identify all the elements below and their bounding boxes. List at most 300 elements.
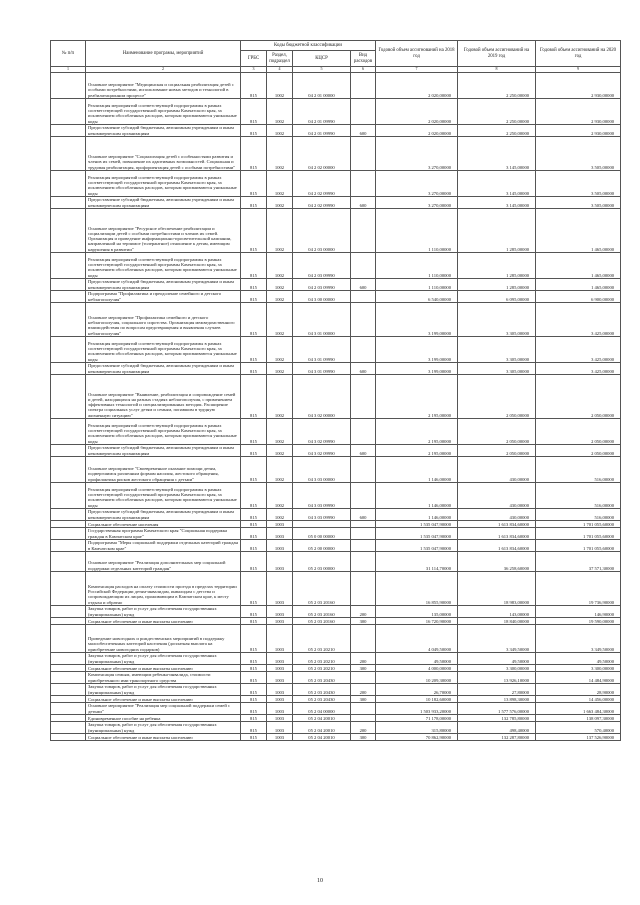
cell-razdel: 1002 bbox=[267, 137, 293, 171]
cell-number bbox=[51, 618, 86, 625]
cell-vid bbox=[351, 572, 376, 606]
cell-2019: 2 250,00000 bbox=[458, 73, 536, 99]
cell-grbs: 815 bbox=[241, 625, 267, 653]
cell-2019: 430,00000 bbox=[458, 509, 536, 521]
cell-vid: 200 bbox=[351, 653, 376, 665]
cell-2019: 1 613 834,60000 bbox=[458, 521, 536, 528]
cell-ksr: 05 2 03 20430 bbox=[293, 684, 351, 696]
table-row bbox=[51, 521, 621, 528]
cell-2018: 1 503 933,20000 bbox=[376, 703, 458, 715]
table-row bbox=[51, 528, 621, 540]
cell-grbs: 815 bbox=[241, 521, 267, 528]
column-number: 1 bbox=[51, 67, 86, 73]
cell-number bbox=[51, 625, 86, 653]
cell-grbs: 815 bbox=[241, 715, 267, 722]
cell-name: Основное мероприятие "Реализация дополнительных мер социальной поддержки отдельных категорий граждан" bbox=[86, 552, 241, 572]
cell-grbs: 815 bbox=[241, 375, 267, 419]
cell-number bbox=[51, 291, 86, 303]
cell-2019: 2 250,00000 bbox=[458, 125, 536, 137]
col-vid-header: Вид расходов bbox=[351, 51, 376, 67]
cell-vid bbox=[351, 540, 376, 552]
cell-2020: 516,00000 bbox=[536, 483, 621, 509]
cell-ksr: 04 2 02 09990 bbox=[293, 197, 351, 209]
cell-grbs: 815 bbox=[241, 171, 267, 197]
cell-razdel: 1002 bbox=[267, 445, 293, 457]
cell-ksr: 04 3 00 00000 bbox=[293, 291, 351, 303]
column-number: 9 bbox=[536, 67, 621, 73]
cell-2020: 1 701 055,60000 bbox=[536, 540, 621, 552]
cell-name: Реализация мероприятий соответствующей подпрограммы в рамках соответствующей государственной программы Камчатского края, за исключением обособленных расходов, которым присваиваются уникальные коды bbox=[86, 419, 241, 445]
cell-2018: 3 270,00000 bbox=[376, 197, 458, 209]
cell-name: Реализация мероприятий соответствующей подпрограммы в рамках соответствующей государственной программы Камчатского края, за исключением обособленных расходов, которым присваиваются уникальные коды bbox=[86, 483, 241, 509]
cell-2019: 430,00000 bbox=[458, 457, 536, 483]
cell-2019: 3 305,00000 bbox=[458, 303, 536, 337]
cell-name: Единовременное пособие на ребенка bbox=[86, 715, 241, 722]
cell-2019: 3 145,00000 bbox=[458, 137, 536, 171]
cell-number bbox=[51, 521, 86, 528]
cell-vid: 600 bbox=[351, 197, 376, 209]
cell-number bbox=[51, 171, 86, 197]
cell-razdel: 1003 bbox=[267, 552, 293, 572]
cell-2020: 2 930,00000 bbox=[536, 73, 621, 99]
table-row bbox=[51, 653, 621, 665]
cell-2020: 49,50000 bbox=[536, 653, 621, 665]
cell-razdel: 1002 bbox=[267, 375, 293, 419]
cell-ksr: 05 2 03 20160 bbox=[293, 606, 351, 618]
table-row bbox=[51, 509, 621, 521]
cell-2020: 2 050,00000 bbox=[536, 375, 621, 419]
cell-number bbox=[51, 734, 86, 741]
cell-2020: 3 425,00000 bbox=[536, 337, 621, 363]
budget-table bbox=[50, 40, 621, 741]
cell-number bbox=[51, 572, 86, 606]
table-row bbox=[51, 618, 621, 625]
cell-number bbox=[51, 528, 86, 540]
cell-name: Основное мероприятие "Медицинская и социальная реабилитация детей с особыми потребностями, использование новых методов и технологий в реабилитационном процессе" bbox=[86, 73, 241, 99]
cell-vid bbox=[351, 291, 376, 303]
cell-name: Проведение новогодних и рождественских мероприятий в поддержку малообеспеченных категорий населения (доплатная выплата на приобретение новогодних подарков) bbox=[86, 625, 241, 653]
cell-2019: 3 300,00000 bbox=[458, 665, 536, 672]
cell-2020: 2 050,00000 bbox=[536, 419, 621, 445]
table-row bbox=[51, 457, 621, 483]
cell-grbs: 815 bbox=[241, 99, 267, 125]
cell-ksr: 04 3 02 00000 bbox=[293, 375, 351, 419]
cell-vid bbox=[351, 715, 376, 722]
cell-vid bbox=[351, 99, 376, 125]
cell-name: Закупка товаров, работ и услуг для обеспечения государственных (муниципальных) нужд bbox=[86, 684, 241, 696]
cell-ksr: 04 3 01 00000 bbox=[293, 303, 351, 337]
cell-2018: 1 110,00000 bbox=[376, 209, 458, 253]
cell-vid bbox=[351, 337, 376, 363]
cell-grbs: 815 bbox=[241, 483, 267, 509]
cell-grbs: 815 bbox=[241, 125, 267, 137]
cell-2019: 18 983,00000 bbox=[458, 572, 536, 606]
cell-vid: 600 bbox=[351, 125, 376, 137]
cell-2019: 18 840,00000 bbox=[458, 618, 536, 625]
cell-grbs: 815 bbox=[241, 209, 267, 253]
table-row bbox=[51, 419, 621, 445]
cell-razdel: 1002 bbox=[267, 363, 293, 375]
cell-grbs: 815 bbox=[241, 696, 267, 703]
cell-ksr: 04 3 01 09990 bbox=[293, 363, 351, 375]
cell-number bbox=[51, 375, 86, 419]
cell-razdel: 1002 bbox=[267, 125, 293, 137]
table-row bbox=[51, 363, 621, 375]
cell-ksr: 05 2 03 20210 bbox=[293, 625, 351, 653]
col-ksr-header: КЦСР bbox=[293, 51, 351, 67]
cell-ksr: 04 3 03 00000 bbox=[293, 457, 351, 483]
cell-2018: 2 195,00000 bbox=[376, 375, 458, 419]
cell-ksr: 05 2 03 20430 bbox=[293, 672, 351, 684]
cell-grbs: 815 bbox=[241, 197, 267, 209]
cell-number bbox=[51, 303, 86, 337]
cell-vid bbox=[351, 483, 376, 509]
cell-name: Компенсация семьям, имеющим ребенка-инвалида, стоимости приобретенного ими транспортного средства bbox=[86, 672, 241, 684]
cell-vid: 200 bbox=[351, 722, 376, 734]
cell-ksr: 04 2 03 09990 bbox=[293, 253, 351, 279]
cell-name: Закупка товаров, работ и услуг для обеспечения государственных (муниципальных) нужд bbox=[86, 653, 241, 665]
cell-2018: 10 182,60000 bbox=[376, 696, 458, 703]
cell-ksr: 04 3 02 09990 bbox=[293, 419, 351, 445]
cell-number bbox=[51, 684, 86, 696]
cell-grbs: 815 bbox=[241, 618, 267, 625]
cell-vid bbox=[351, 375, 376, 419]
cell-number bbox=[51, 137, 86, 171]
cell-2018: 2 195,00000 bbox=[376, 419, 458, 445]
cell-2018: 1 110,00000 bbox=[376, 253, 458, 279]
cell-2020: 6 900,00000 bbox=[536, 291, 621, 303]
table-row bbox=[51, 125, 621, 137]
cell-2020: 19 590,00000 bbox=[536, 618, 621, 625]
cell-grbs: 815 bbox=[241, 734, 267, 741]
cell-2020: 1 465,00000 bbox=[536, 279, 621, 291]
cell-vid: 300 bbox=[351, 665, 376, 672]
cell-ksr: 04 3 03 09990 bbox=[293, 483, 351, 509]
cell-razdel: 1002 bbox=[267, 209, 293, 253]
cell-name: Основное мероприятие "Реализация мер социальной поддержки семей с детьми" bbox=[86, 703, 241, 715]
cell-2020: 3 505,00000 bbox=[536, 171, 621, 197]
cell-2019: 143,00000 bbox=[458, 606, 536, 618]
cell-vid bbox=[351, 171, 376, 197]
cell-ksr: 04 2 02 00000 bbox=[293, 137, 351, 171]
column-number: 8 bbox=[458, 67, 536, 73]
table-row bbox=[51, 291, 621, 303]
cell-razdel: 1002 bbox=[267, 171, 293, 197]
table-row bbox=[51, 171, 621, 197]
table-row bbox=[51, 73, 621, 99]
cell-number bbox=[51, 722, 86, 734]
table-row bbox=[51, 715, 621, 722]
cell-number bbox=[51, 552, 86, 572]
cell-2020: 570,40000 bbox=[536, 722, 621, 734]
cell-vid bbox=[351, 209, 376, 253]
cell-name: Социальное обеспечение и иные выплаты населению bbox=[86, 665, 241, 672]
cell-grbs: 815 bbox=[241, 672, 267, 684]
cell-razdel: 1003 bbox=[267, 703, 293, 715]
cell-razdel: 1003 bbox=[267, 618, 293, 625]
cell-2019: 3 305,00000 bbox=[458, 337, 536, 363]
cell-grbs: 815 bbox=[241, 73, 267, 99]
cell-razdel: 1002 bbox=[267, 457, 293, 483]
table-row bbox=[51, 137, 621, 171]
cell-2018: 16 855,90000 bbox=[376, 572, 458, 606]
cell-razdel: 1002 bbox=[267, 483, 293, 509]
cell-razdel: 1003 bbox=[267, 606, 293, 618]
cell-2019: 132 785,80000 bbox=[458, 715, 536, 722]
cell-2020: 3 425,00000 bbox=[536, 303, 621, 337]
cell-number bbox=[51, 540, 86, 552]
column-number: 5 bbox=[293, 67, 351, 73]
column-number: 4 bbox=[267, 67, 293, 73]
cell-name: Предоставление субсидий бюджетным, автономным учреждениям и иным некоммерческим организациям bbox=[86, 363, 241, 375]
cell-ksr: 05 0 00 00000 bbox=[293, 528, 351, 540]
cell-vid bbox=[351, 703, 376, 715]
cell-number bbox=[51, 606, 86, 618]
cell-number bbox=[51, 363, 86, 375]
cell-2018: 3 270,00000 bbox=[376, 137, 458, 171]
cell-2018: 1 535 047,90000 bbox=[376, 521, 458, 528]
cell-grbs: 815 bbox=[241, 457, 267, 483]
cell-name: Предоставление субсидий бюджетным, автономным учреждениям и иным некоммерческим организациям bbox=[86, 197, 241, 209]
cell-2019: 3 305,00000 bbox=[458, 363, 536, 375]
cell-grbs: 815 bbox=[241, 684, 267, 696]
cell-name: Компенсация расходов на оплату стоимости проезда в пределах территории Российской Федерации детям-инвалидам, инвалидам с детства и сопровождающим их лицам, проживающим в Камчатском крае, к месту отдыха и обратно bbox=[86, 572, 241, 606]
cell-2018: 1 146,00000 bbox=[376, 509, 458, 521]
cell-razdel: 1002 bbox=[267, 253, 293, 279]
cell-razdel: 1002 bbox=[267, 73, 293, 99]
table-row bbox=[51, 572, 621, 606]
cell-razdel: 1003 bbox=[267, 696, 293, 703]
cell-name: Реализация мероприятий соответствующей подпрограммы в рамках соответствующей государственной программы Камчатского края, за исключением обособленных расходов, которым присваиваются уникальные коды bbox=[86, 337, 241, 363]
cell-2018: 1 146,00000 bbox=[376, 483, 458, 509]
cell-vid: 600 bbox=[351, 279, 376, 291]
cell-vid: 600 bbox=[351, 509, 376, 521]
cell-ksr: 05 2 03 20430 bbox=[293, 696, 351, 703]
cell-ksr: 04 2 01 09990 bbox=[293, 125, 351, 137]
cell-grbs: 815 bbox=[241, 419, 267, 445]
cell-vid bbox=[351, 552, 376, 572]
cell-2018: 3 199,00000 bbox=[376, 337, 458, 363]
cell-ksr bbox=[293, 521, 351, 528]
cell-vid bbox=[351, 303, 376, 337]
cell-ksr: 04 2 02 09990 bbox=[293, 171, 351, 197]
cell-2018: 3 199,00000 bbox=[376, 363, 458, 375]
cell-2018: 3 199,00000 bbox=[376, 303, 458, 337]
cell-ksr: 04 3 02 09990 bbox=[293, 445, 351, 457]
cell-name: Подпрограмма "Профилактика и преодоление семейного и детского неблагополучия" bbox=[86, 291, 241, 303]
cell-2019: 49,50000 bbox=[458, 653, 536, 665]
cell-grbs: 815 bbox=[241, 653, 267, 665]
cell-2019: 1 285,00000 bbox=[458, 253, 536, 279]
cell-2018: 4 049,50000 bbox=[376, 625, 458, 653]
cell-ksr: 05 2 03 00000 bbox=[293, 552, 351, 572]
cell-number bbox=[51, 445, 86, 457]
cell-vid: 600 bbox=[351, 363, 376, 375]
cell-2018: 1 110,00000 bbox=[376, 279, 458, 291]
cell-name: Закупка товаров, работ и услуг для обеспечения государственных (муниципальных) нужд bbox=[86, 722, 241, 734]
cell-vid bbox=[351, 419, 376, 445]
col-codes-header: Коды бюджетной классификации bbox=[241, 41, 376, 51]
column-number: 6 bbox=[351, 67, 376, 73]
cell-2020: 19 736,90000 bbox=[536, 572, 621, 606]
cell-razdel: 1003 bbox=[267, 734, 293, 741]
cell-name: Реализация мероприятий соответствующей подпрограммы в рамках соответствующей государственной программы Камчатского края, за исключением обособленных расходов, которым присваиваются уникальные коды bbox=[86, 99, 241, 125]
cell-vid bbox=[351, 73, 376, 99]
cell-2018: 2 020,00000 bbox=[376, 99, 458, 125]
cell-ksr: 05 2 04 20010 bbox=[293, 715, 351, 722]
cell-vid: 200 bbox=[351, 606, 376, 618]
cell-razdel: 1003 bbox=[267, 672, 293, 684]
cell-2018: 315,80000 bbox=[376, 722, 458, 734]
cell-name: Основное мероприятие "Профилактика семейного и детского неблагополучия, социального сиротства. Организация межведомственного взаимодействия по вопросам предотвращения и выявления случаев неблагополучия" bbox=[86, 303, 241, 337]
budget-document bbox=[50, 40, 620, 741]
cell-grbs: 815 bbox=[241, 703, 267, 715]
cell-2019: 1 285,00000 bbox=[458, 209, 536, 253]
cell-ksr: 05 2 00 00000 bbox=[293, 540, 351, 552]
table-row bbox=[51, 625, 621, 653]
cell-number bbox=[51, 253, 86, 279]
cell-2018: 26,70000 bbox=[376, 684, 458, 696]
cell-ksr: 05 2 04 00000 bbox=[293, 703, 351, 715]
cell-ksr: 04 3 01 09990 bbox=[293, 337, 351, 363]
table-row bbox=[51, 303, 621, 337]
cell-razdel: 1003 bbox=[267, 722, 293, 734]
table-row bbox=[51, 209, 621, 253]
cell-number bbox=[51, 653, 86, 665]
cell-vid: 300 bbox=[351, 696, 376, 703]
cell-vid: 300 bbox=[351, 618, 376, 625]
table-row bbox=[51, 279, 621, 291]
cell-number bbox=[51, 73, 86, 99]
table-row bbox=[51, 375, 621, 419]
cell-2020: 3 300,00000 bbox=[536, 665, 621, 672]
cell-ksr: 05 2 03 20210 bbox=[293, 665, 351, 672]
cell-2020: 2 050,00000 bbox=[536, 445, 621, 457]
table-row bbox=[51, 703, 621, 715]
cell-grbs: 815 bbox=[241, 528, 267, 540]
cell-2020: 3 349,50000 bbox=[536, 625, 621, 653]
cell-2019: 1 577 576,00000 bbox=[458, 703, 536, 715]
table-row bbox=[51, 197, 621, 209]
cell-razdel: 1002 bbox=[267, 337, 293, 363]
cell-razdel: 1002 bbox=[267, 509, 293, 521]
cell-2019: 2 050,00000 bbox=[458, 445, 536, 457]
cell-number bbox=[51, 209, 86, 253]
cell-vid bbox=[351, 253, 376, 279]
cell-2020: 516,00000 bbox=[536, 509, 621, 521]
col-number-header: № п/п bbox=[51, 41, 86, 67]
cell-ksr: 05 2 04 20010 bbox=[293, 734, 351, 741]
cell-ksr: 05 2 03 20210 bbox=[293, 653, 351, 665]
cell-name: Предоставление субсидий бюджетным, автономным учреждениям и иным некоммерческим организациям bbox=[86, 445, 241, 457]
cell-2018: 6 540,00000 bbox=[376, 291, 458, 303]
cell-vid bbox=[351, 672, 376, 684]
cell-2019: 13 926,10000 bbox=[458, 672, 536, 684]
cell-name: Реализация мероприятий соответствующей подпрограммы в рамках соответствующей государственной программы Камчатского края, за исключением обособленных расходов, которым присваиваются уникальные коды bbox=[86, 171, 241, 197]
cell-grbs: 815 bbox=[241, 291, 267, 303]
cell-number bbox=[51, 457, 86, 483]
cell-ksr: 04 2 03 09990 bbox=[293, 279, 351, 291]
cell-grbs: 815 bbox=[241, 665, 267, 672]
cell-2018: 71 178,00000 bbox=[376, 715, 458, 722]
cell-grbs: 815 bbox=[241, 606, 267, 618]
cell-2019: 1 613 834,60000 bbox=[458, 540, 536, 552]
table-row bbox=[51, 99, 621, 125]
cell-razdel: 1002 bbox=[267, 279, 293, 291]
cell-name: Подпрограмма "Меры социальной поддержки отдельных категорий граждан в Камчатском крае" bbox=[86, 540, 241, 552]
cell-2019: 3 145,00000 bbox=[458, 171, 536, 197]
cell-name: Социальное обеспечение и иные выплаты населению bbox=[86, 618, 241, 625]
cell-vid bbox=[351, 528, 376, 540]
cell-number bbox=[51, 337, 86, 363]
cell-2019: 498,40000 bbox=[458, 722, 536, 734]
cell-2020: 14 484,90000 bbox=[536, 672, 621, 684]
cell-2019: 6 095,00000 bbox=[458, 291, 536, 303]
cell-number bbox=[51, 715, 86, 722]
column-number: 7 bbox=[376, 67, 458, 73]
cell-number bbox=[51, 419, 86, 445]
column-number: 2 bbox=[86, 67, 241, 73]
cell-2019: 2 050,00000 bbox=[458, 375, 536, 419]
cell-ksr: 04 2 01 00000 bbox=[293, 73, 351, 99]
cell-2019: 430,00000 bbox=[458, 483, 536, 509]
table-body bbox=[51, 73, 621, 741]
col-name-header: Наименование програмы, мероприятий bbox=[86, 41, 241, 67]
cell-grbs: 815 bbox=[241, 552, 267, 572]
cell-vid bbox=[351, 625, 376, 653]
cell-ksr: 05 2 03 20160 bbox=[293, 618, 351, 625]
cell-number bbox=[51, 197, 86, 209]
cell-name: Закупка товаров, работ и услуг для обеспечения государственных (муниципальных) нужд bbox=[86, 606, 241, 618]
cell-2019: 1 285,00000 bbox=[458, 279, 536, 291]
cell-grbs: 815 bbox=[241, 279, 267, 291]
cell-2018: 1 535 047,90000 bbox=[376, 540, 458, 552]
page-number: 10 bbox=[317, 878, 323, 884]
cell-2019: 27,80000 bbox=[458, 684, 536, 696]
cell-razdel: 1003 bbox=[267, 653, 293, 665]
cell-name: Социальное обеспечение и иные выплаты населению bbox=[86, 696, 241, 703]
cell-2018: 31 114,70000 bbox=[376, 552, 458, 572]
cell-2020: 1 465,00000 bbox=[536, 253, 621, 279]
table-row bbox=[51, 483, 621, 509]
cell-name: Основное мероприятие "Социализация детей с особенностями развития и членов их семей, повышение их адаптивных возможностей. Социальная и трудовая реабилитация, профориентация детей с особыми потребностями" bbox=[86, 137, 241, 171]
cell-grbs: 815 bbox=[241, 363, 267, 375]
cell-number bbox=[51, 125, 86, 137]
cell-2019: 132 287,80000 bbox=[458, 734, 536, 741]
cell-razdel: 1003 bbox=[267, 665, 293, 672]
cell-2020: 516,00000 bbox=[536, 457, 621, 483]
cell-2018: 2 020,00000 bbox=[376, 125, 458, 137]
cell-2020: 138 097,30000 bbox=[536, 715, 621, 722]
cell-2020: 137 526,90000 bbox=[536, 734, 621, 741]
cell-2018: 2 195,00000 bbox=[376, 445, 458, 457]
cell-vid: 300 bbox=[351, 734, 376, 741]
table-row bbox=[51, 696, 621, 703]
cell-2020: 3 505,00000 bbox=[536, 197, 621, 209]
cell-number bbox=[51, 672, 86, 684]
cell-2020: 14 456,00000 bbox=[536, 696, 621, 703]
table-row bbox=[51, 445, 621, 457]
cell-razdel: 1003 bbox=[267, 715, 293, 722]
cell-2018: 135,00000 bbox=[376, 606, 458, 618]
cell-razdel: 1003 bbox=[267, 521, 293, 528]
table-row bbox=[51, 672, 621, 684]
cell-2019: 2 050,00000 bbox=[458, 419, 536, 445]
cell-2018: 4 000,00000 bbox=[376, 665, 458, 672]
cell-ksr: 04 2 01 09990 bbox=[293, 99, 351, 125]
cell-grbs: 815 bbox=[241, 303, 267, 337]
cell-name: Социальное обеспечение и иные выплаты населению bbox=[86, 734, 241, 741]
